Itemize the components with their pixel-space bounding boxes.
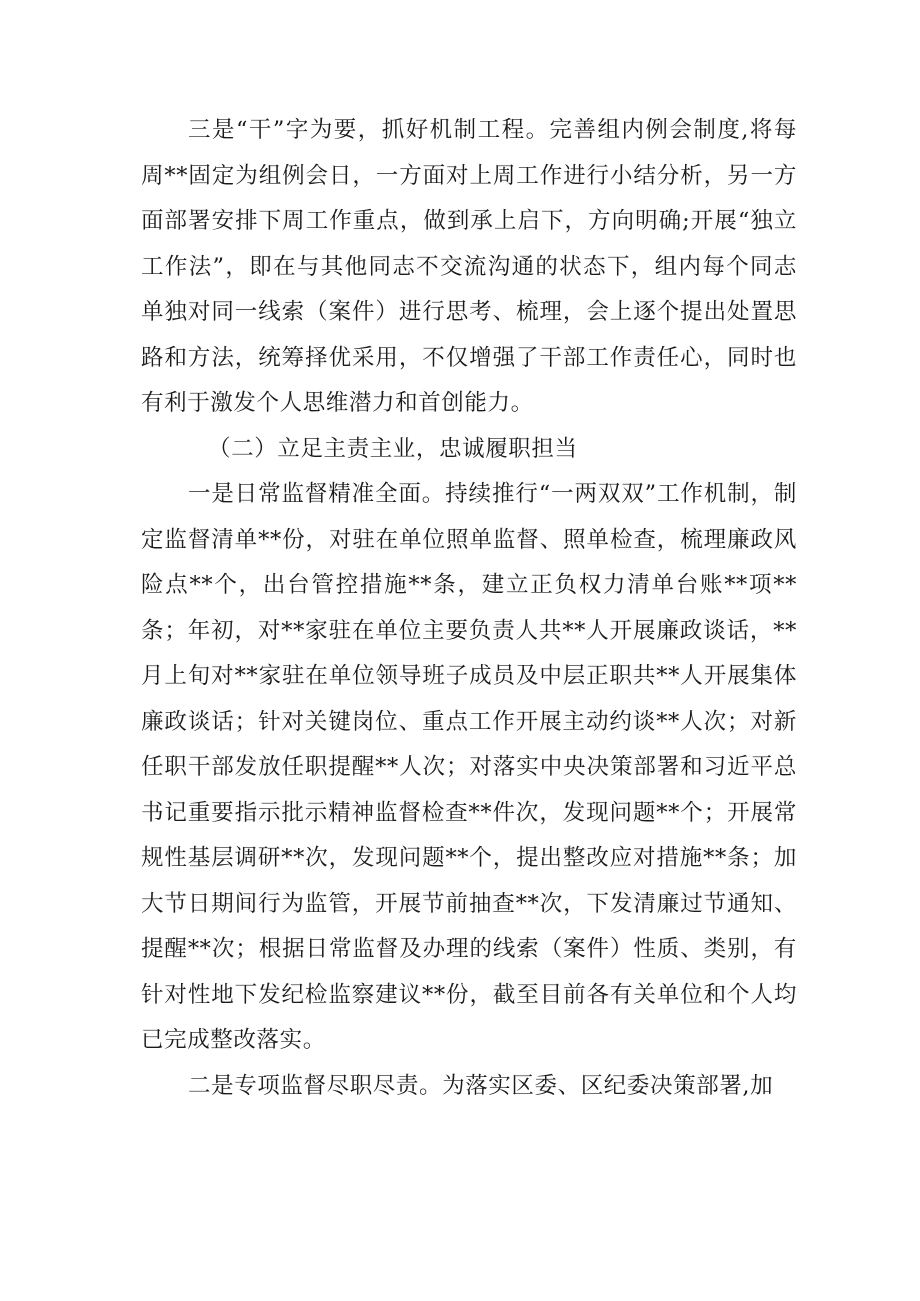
paragraph-mechanism-engineering: 三是“干”字为要，抓好机制工程。完善组内例会制度,将每周**固定为组例会日，一方面对上周工作进行小结分析，另一方面部署安排下周工作重点，做到承上启下，方向明确;开展“独立工作法”，即在与其他同志不交流沟通的状态下，组内每个同志单独对同一线索（案件）进行思考、梳理，会上逐个提出处置思路和方法，统筹择优采用，不仅增强了干部工作责任心，同时也有利于激发个人思维潜力和首创能力。	[141, 117, 797, 416]
paragraph-daily-supervision: 一是日常监督精准全面。持续推行“一两双双”工作机制，制定监督清单**份，对驻在单位照单监督、照单检查，梳理廉政风险点**个，出台管控措施**条，建立正负权力清单台账**项**条；年初，对**家驻在单位主要负责人共**人开展廉政谈话，**月上旬对**家驻在单位领导班子成员及中层正职共**人开展集体廉政谈话；针对关键岗位、重点工作开展主动约谈**人次；对新任职干部发放任职提醒**人次；对落实中央决策部署和习近平总书记重要指示批示精神监督检查**件次，发现问题**个；开展常规性基层调研**次，发现问题**个，提出整改应对措施**条；加大节日期间行为监管，开展节前抽查**次，下发清廉过节通知、提醒**次；根据日常监督及办理的线索（案件）性质、类别，有针对性地下发纪检监察建议**份，截至目前各有关单位和个人均已完成整改落实。	[141, 481, 797, 1053]
section-heading-text: （二）立足主责主业，忠诚履职担当	[208, 435, 578, 462]
section-heading	[141, 427, 797, 473]
paragraph-special-supervision: 二是专项监督尽职尽责。为落实区委、区纪委决策部署,加	[188, 1072, 774, 1099]
document-body	[141, 108, 797, 1109]
